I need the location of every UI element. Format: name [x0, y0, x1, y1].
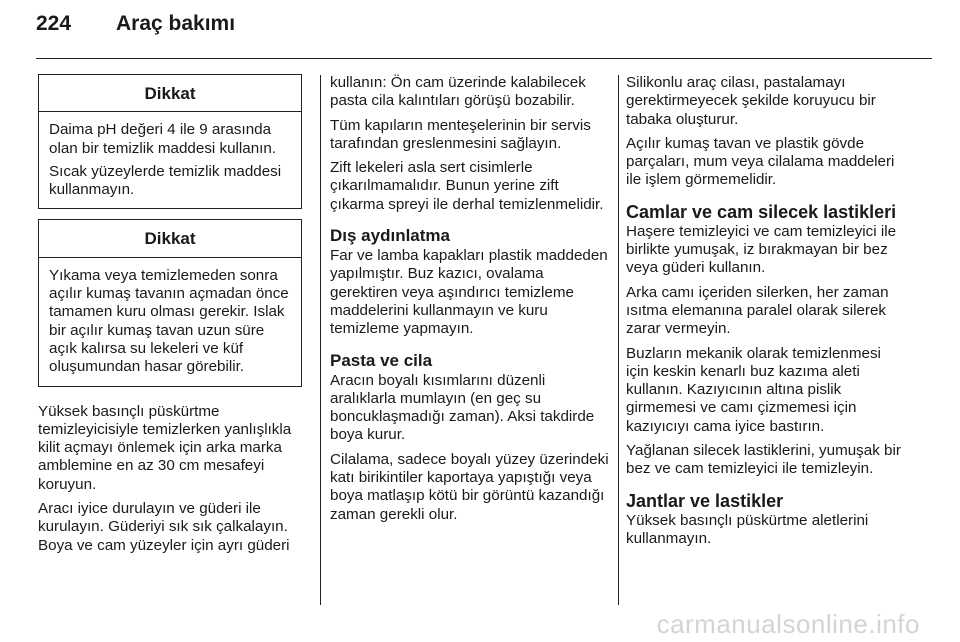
warning-heading: Dikkat — [39, 75, 301, 112]
page-number: 224 — [36, 12, 72, 35]
body-paragraph: Aracın boyalı kısımlarını düzenli aralıklarla mumlayın (en geç su boncuklaşmadığı zaman). Aksi takdirde boya kurur. — [330, 371, 595, 444]
warning-heading: Dikkat — [39, 220, 301, 257]
body-paragraph: Zift lekeleri asla sert cisimlerle çıkarılmamalıdır. Bunun yerine zift çıkarma spreyi ile derhal temizlenmelidir. — [330, 159, 604, 213]
body-paragraph: Tüm kapıların menteşelerinin bir servis tarafından greslenmesini sağlayın. — [330, 116, 591, 152]
section-heading: Dış aydınlatma — [330, 226, 450, 246]
body-paragraph: Cilalama, sadece boyalı yüzey üzerindeki katı birikintiler kaportaya yapıştığı veya boya matlaşıp kötü bir görüntü kazandığı zaman gerekli olur. — [330, 450, 609, 523]
body-paragraph: kullanın: Ön cam üzerinde kalabilecek pasta cila kalıntıları görüşü bozabilir. — [330, 74, 586, 110]
watermark: carmanualsonline.info — [656, 609, 920, 639]
body-paragraph: Yağlanan silecek lastiklerini, yumuşak bir bez ve cam temizleyici ile temizleyin. — [626, 442, 901, 478]
body-paragraph: Aracı iyice durulayın ve güderi ile kurulayın. Güderiyi sık sık çalkalayın. Boya ve cam yüzeyler için ayrı güderi — [38, 500, 290, 554]
body-paragraph: Haşere temizleyici ve cam temizleyici ile birlikte yumuşak, iz bırakmayan bir bez veya güderi kullanın. — [626, 222, 897, 277]
body-paragraph: Buzların mekanik olarak temizlenmesi için keskin kenarlı buz kazıma aleti kullanın. Kazıyıcının altına pislik girmemesi ve camı çizmemesi için kazıyıcıyı cama iyice bastırın. — [626, 344, 881, 435]
warning-text: Daima pH değeri 4 ile 9 arasında olan bir temizlik maddesi kullanın. — [49, 121, 277, 157]
header-rule — [36, 58, 932, 59]
column-1 — [38, 74, 302, 561]
column-divider-1 — [320, 75, 321, 605]
body-paragraph: Açılır kumaş tavan ve plastik gövde parçaları, mum veya cilalama maddeleri ile işlem görmemelidir. — [626, 134, 895, 189]
column-3 — [626, 74, 906, 554]
page-title: Araç bakımı — [116, 12, 236, 35]
section-heading: Camlar ve cam silecek lastikleri — [626, 201, 897, 222]
warning-box-roof — [38, 219, 302, 386]
section-heading: Pasta ve cila — [330, 350, 433, 370]
page-header — [36, 12, 235, 52]
warning-text: Yıkama veya temizlemeden sonra açılır kumaş tavanın açmadan önce tamamen kuru olması gerekir. Islak bir açılır kumaş tavan uzun süre açık kalırsa su lekeleri ve küf oluşumundan hasar görebilir. — [49, 266, 289, 376]
section-heading: Jantlar ve lastikler — [626, 490, 784, 511]
body-paragraph: Arka camı içeriden silerken, her zaman ısıtma elemanına paralel olarak silerek zarar vermeyin. — [626, 283, 889, 338]
body-paragraph: Yüksek basınçlı püskürtme temizleyicisiyle temizlerken yanlışlıkla kilit açmayı önlemek için arka marka amblemine en az 30 cm mesafeyi koruyun. — [38, 402, 292, 493]
warning-text: Sıcak yüzeylerde temizlik maddesi kullanmayın. — [49, 162, 282, 199]
column-2 — [330, 74, 610, 530]
body-paragraph: Far ve lamba kapakları plastik maddeden yapılmıştır. Buz kazıcı, ovalama gerektiren veya aşındırıcı temizleme maddelerini kullanmayın ve kuru temizleme yapmayın. — [330, 247, 608, 338]
warning-box-ph — [38, 74, 302, 209]
body-paragraph: Silikonlu araç cilası, pastalamayı gerektirmeyecek şekilde koruyucu bir tabaka oluşturur. — [626, 74, 876, 128]
column-divider-2 — [618, 75, 619, 605]
body-paragraph: Yüksek basınçlı püskürtme aletlerini kullanmayın. — [626, 511, 869, 547]
